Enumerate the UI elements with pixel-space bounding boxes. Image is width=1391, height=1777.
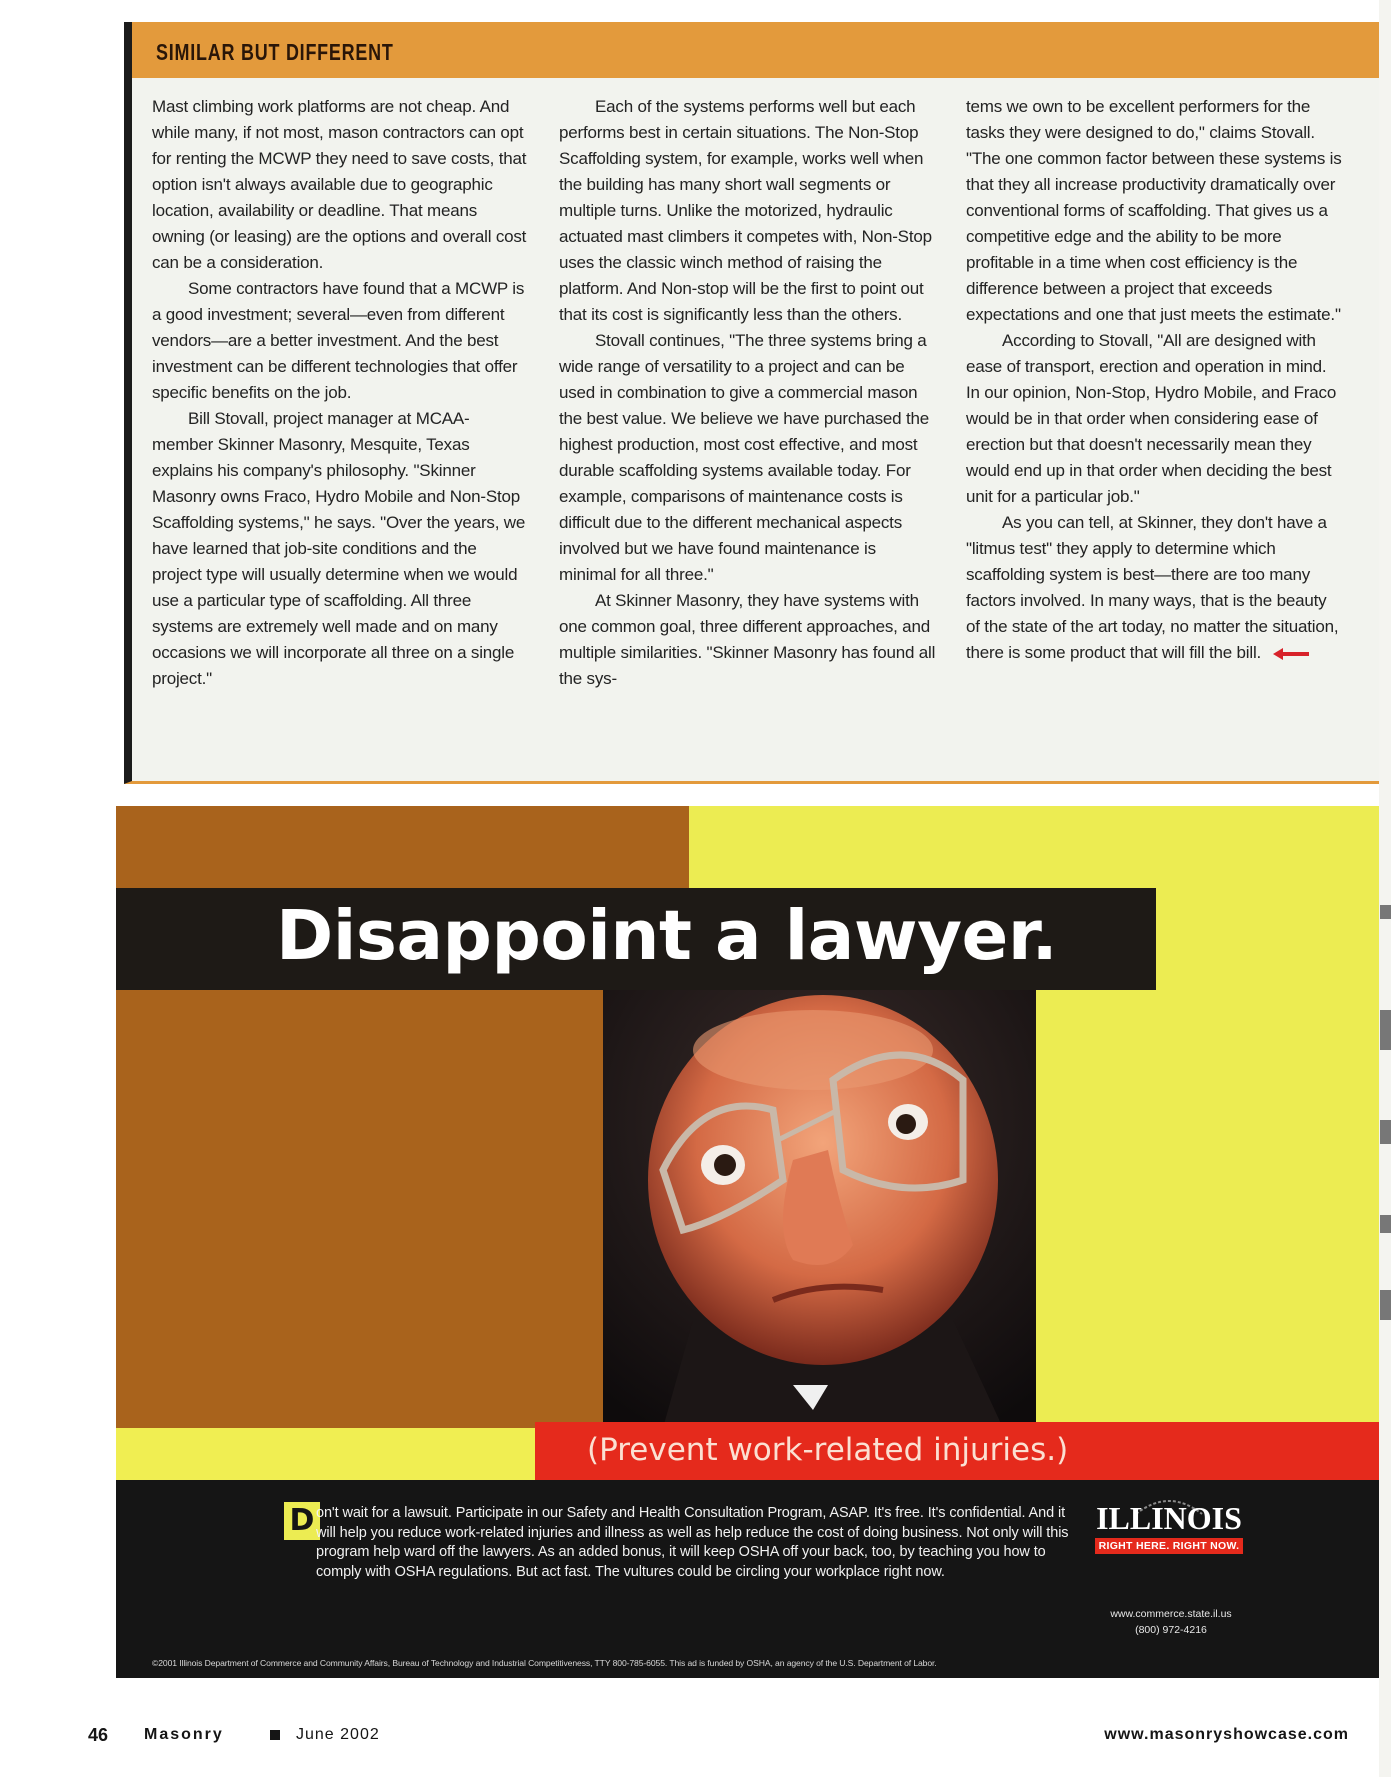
scan-mark [1380,1215,1391,1233]
article-paragraph: Mast climbing work platforms are not cheap. And while many, if not most, mason contractors can opt for renting the MCWP they need to save costs, that option isn't always available due to geographic location, availability or deadline. That means owning (or leasing) are the options and overall cost can be a consideration. [152,97,527,272]
ad-drop-cap: D [284,1502,320,1540]
article-column-2 [559,94,937,692]
article-paragraph: As you can tell, at Skinner, they don't have a "litmus test" they apply to determine which scaffolding system is best—there are too many factors involved. In many ways, that is the beauty of the state of the art today, no matter the situation, there is some product that will fill the bill. [966,513,1339,662]
ad-headline-bar [116,888,1156,990]
lawyer-photo [603,990,1036,1428]
square-separator-icon [270,1730,280,1740]
article-paragraph: Some contractors have found that a MCWP is a good investment; several—even from different vendors—are a better investment. And the best investment can be different technologies that offer specific benefits on the job. [152,279,525,402]
ad-body-panel [116,1480,1379,1678]
ad-fine-print: ©2001 Illinois Department of Commerce and Community Affairs, Bureau of Technology and Industrial Competitiveness, TTY 800-785-6055. This ad is funded by OSHA, an agency of the U.S. Department of Labor. [152,1658,937,1668]
article-paragraph: Each of the systems performs well but each performs best in certain situations. The Non-Stop Scaffolding system, for example, works well when the building has many short wall segments or multiple turns. Unlike the motorized, hydraulic actuated mast climbers it competes with, Non-Stop uses the classic winch method of raising the platform. And Non-stop will be the first to point out that its cost is significantly less than the others. [559,97,932,324]
illinois-logo [1094,1500,1244,1554]
ad-subhead-bar [535,1422,1379,1480]
advertisement [116,806,1379,1678]
ad-headline: Disappoint a lawyer. [276,896,1058,976]
scan-mark [1380,1290,1391,1320]
scan-edge [1379,0,1391,1777]
article-paragraph: tems we own to be excellent performers for the tasks they were designed to do," claims Stovall. "The one common factor between these systems is that they all increase productivity dramatically over conventional forms of scaffolding. That gives us a competitive edge and the ability to be more profitable in a time when cost efficiency is the difference between a project that exceeds expectations and one that just meets the estimate." [966,97,1342,324]
scan-mark [1380,1120,1391,1144]
article-column-1 [152,94,530,692]
article-paragraph: According to Stovall, "All are designed with ease of transport, erection and operation in mind. In our opinion, Non-Stop, Hydro Mobile, and Fraco would be in that order when considering ease of erection but that doesn't necessarily mean they would end up in that order when deciding the best unit for a particular job." [966,331,1337,506]
scan-mark [1380,905,1391,919]
article-column-3 [966,94,1344,666]
ad-phone: (800) 972-4216 [1135,1624,1207,1636]
ad-brown-block [116,806,689,892]
logo-tagline: RIGHT HERE. RIGHT NOW. [1095,1538,1244,1554]
ad-subhead: (Prevent work-related injuries.) [587,1432,1069,1468]
article-title: SIMILAR BUT DIFFERENT [156,39,394,65]
sidebar-article [124,22,1379,784]
publication-name: Masonry [144,1726,224,1743]
ad-contact [1091,1606,1251,1638]
publication-url[interactable]: www.masonryshowcase.com [1104,1726,1349,1743]
scan-mark [1380,1010,1391,1050]
issue-date: June 2002 [296,1726,380,1743]
article-paragraph: Bill Stovall, project manager at MCAA-member Skinner Masonry, Mesquite, Texas explains his company's philosophy. "Skinner Masonry owns Fraco, Hydro Mobile and Non-Stop Scaffolding systems," he says. "Over the years, we have learned that job-site conditions and the project type will usually determine when we would use a particular type of scaffolding. All three systems are extremely well made and on many occasions we will incorporate all three on a single project." [152,409,526,688]
page-number: 46 [88,1725,109,1745]
end-of-article-icon [1271,647,1311,661]
ad-url[interactable]: www.commerce.state.il.us [1110,1608,1232,1620]
logo-wordmark: ILLINOIS [1096,1500,1242,1536]
page-footer [0,1722,1391,1752]
article-paragraph: At Skinner Masonry, they have systems with one common goal, three different approaches, and multiple similarities. "Skinner Masonry has found all the sys- [559,591,936,688]
article-paragraph: Stovall continues, "The three systems bring a wide range of versatility to a project and can be used in combination to give a commercial mason the best value. We believe we have purchased the highest production, most cost effective, and most durable scaffolding systems available today. For example, comparisons of maintenance costs is difficult due to the different mechanical aspects involved but we have found maintenance is minimal for all three." [559,331,929,584]
article-header-band [132,22,1379,78]
ad-body-text: on't wait for a lawsuit. Participate in our Safety and Health Consultation Program, ASAP. It's free. It's confidential. And it will help you reduce work-related injuries and illness as well as help reduce the cost of doing business. Not only will this program help ward off the lawyers. As an added bonus, it will keep OSHA off your back, too, by teaching you how to comply with OSHA regulations. But act fast. The vultures could be circling your workplace right now. [316,1505,1069,1580]
